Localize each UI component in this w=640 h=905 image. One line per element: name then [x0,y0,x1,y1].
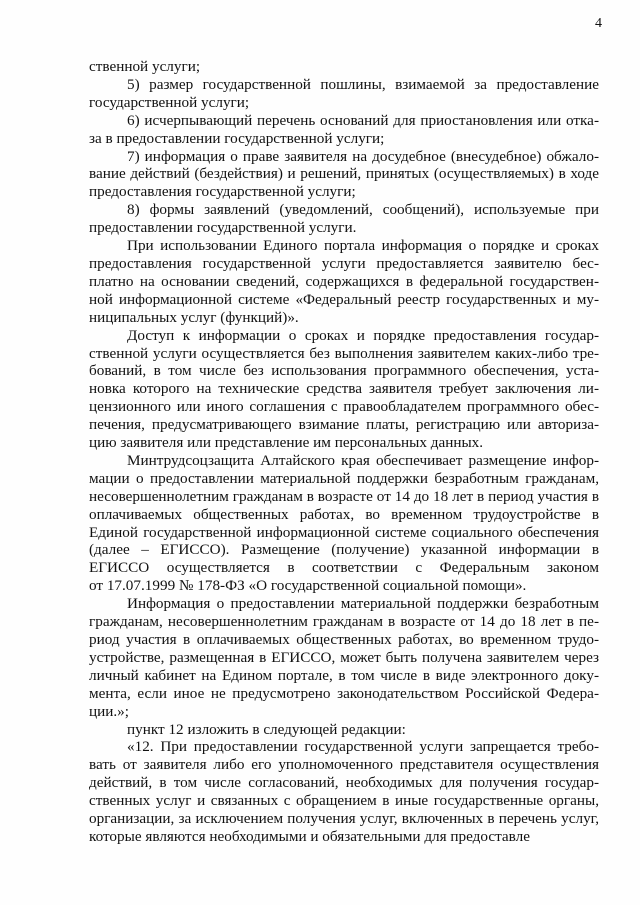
paragraph: Доступ к информации о сроках и порядке предоставления государственной услуги осуществляется без выполнения заявителем каких-либо требований, в том числе без использования программного обеспечения, установка которого на технические средства заявителя требует заключения лицензионного или иного соглашения с правообладателем программного обеспечения, предусматривающего взимание платы, регистрацию или авторизацию заявителя или представление им персональных данных. [89,326,599,452]
paragraph: Минтрудсоцзащита Алтайского края обеспечивает размещение информации о предоставлении материальной поддержки безработным гражданам, несовершеннолетним гражданам в возрасте от 14 до 18 лет в период участия в оплачиваемых общественных работах, во временном трудоустройстве в Единой государственной информационной системе социального обеспечения (далее – ЕГИССО). Размещение (получение) указанной информации в ЕГИССО осуществляется в соответствии с Федеральным законом от 17.07.1999 № 178-ФЗ «О государственной социальной помощи». [89,451,599,595]
paragraph: 7) информация о праве заявителя на досудебное (внесудебное) обжалование действий (бездействия) и решений, принятых (осуществляемых) в ходе предоставления государственной услуги; [89,147,599,201]
paragraph: 5) размер государственной пошлины, взимаемой за предоставление государственной услуги; [89,75,599,111]
page-number: 4 [595,16,602,31]
paragraph: 8) формы заявлений (уведомлений, сообщений), используемые при предоставлении государственной услуги. [89,201,599,237]
paragraph: При использовании Единого портала информация о порядке и сроках предоставления государственной услуги предоставляется заявителю бесплатно на основании сведений, содержащихся в федеральной государственной информационной системе «Федеральный реестр государственных и муниципальных услуг (функций)». [89,237,599,326]
paragraph: «12. При предоставлении государственной услуги запрещается требовать от заявителя либо его уполномоченного представителя осуществления действий, в том числе согласований, необходимых для получения государственных услуг и связанных с обращением в иные государственные органы, организации, за исключением получения услуг, включенных в перечень услуг, которые являются необходимыми и обязательными для предоставле [89,738,599,845]
paragraph: ственной услуги; [89,58,201,75]
paragraph: Информация о предоставлении материальной поддержки безработным гражданам, несовершеннолетним гражданам в возрасте от 14 до 18 лет в период участия в оплачиваемых общественных работах, во временном трудоустройстве, размещенная в ЕГИССО, может быть получена заявителем через личный кабинет на Едином портале, в том числе в виде электронного документа, если иное не предусмотрено законодательством Российской Федерации.»; [89,595,599,720]
paragraph: 6) исчерпывающий перечень оснований для приостановления или отказа в предоставлении государственной услуги; [89,111,599,147]
paragraph: пункт 12 изложить в следующей редакции: [127,720,406,738]
document-body [89,58,599,846]
